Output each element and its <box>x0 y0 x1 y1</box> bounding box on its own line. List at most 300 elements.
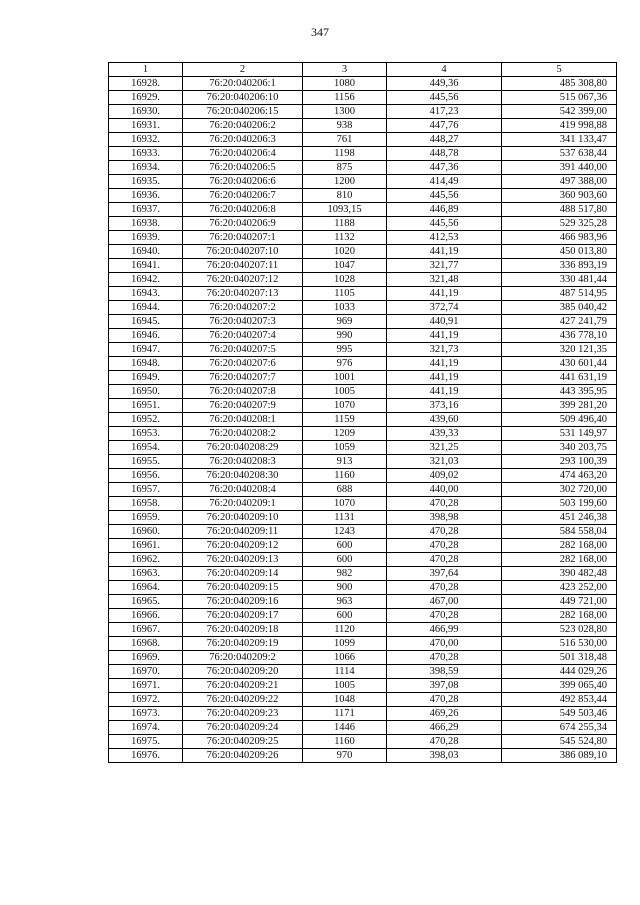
value-cell: 492 853,44 <box>502 693 617 707</box>
table-row <box>109 483 617 497</box>
value-cell: 391 440,00 <box>502 161 617 175</box>
area-cell: 1200 <box>303 175 387 189</box>
area-cell: 995 <box>303 343 387 357</box>
cadastral-number-cell: 76:20:040206:15 <box>183 105 303 119</box>
row-number-cell: 16946. <box>109 329 183 343</box>
value-cell: 531 149,97 <box>502 427 617 441</box>
cadastral-number-cell: 76:20:040209:12 <box>183 539 303 553</box>
value-cell: 449 721,00 <box>502 595 617 609</box>
table-row <box>109 105 617 119</box>
rate-cell: 441,19 <box>387 329 502 343</box>
row-number-cell: 16944. <box>109 301 183 315</box>
cadastral-number-cell: 76:20:040209:17 <box>183 609 303 623</box>
area-cell: 1028 <box>303 273 387 287</box>
cadastral-number-cell: 76:20:040207:9 <box>183 399 303 413</box>
table-row <box>109 735 617 749</box>
value-cell: 341 133,47 <box>502 133 617 147</box>
row-number-cell: 16950. <box>109 385 183 399</box>
rate-cell: 470,28 <box>387 497 502 511</box>
area-cell: 900 <box>303 581 387 595</box>
table-row <box>109 623 617 637</box>
cadastral-number-cell: 76:20:040207:12 <box>183 273 303 287</box>
area-cell: 1156 <box>303 91 387 105</box>
cadastral-number-cell: 76:20:040207:10 <box>183 245 303 259</box>
cadastral-number-cell: 76:20:040209:13 <box>183 553 303 567</box>
row-number-cell: 16942. <box>109 273 183 287</box>
rate-cell: 441,19 <box>387 371 502 385</box>
row-number-cell: 16954. <box>109 441 183 455</box>
cadastral-number-cell: 76:20:040207:4 <box>183 329 303 343</box>
cadastral-number-cell: 76:20:040209:18 <box>183 623 303 637</box>
value-cell: 302 720,00 <box>502 483 617 497</box>
row-number-cell: 16974. <box>109 721 183 735</box>
row-number-cell: 16976. <box>109 749 183 763</box>
rate-cell: 409,02 <box>387 469 502 483</box>
area-cell: 990 <box>303 329 387 343</box>
area-cell: 810 <box>303 189 387 203</box>
rate-cell: 321,77 <box>387 259 502 273</box>
cadastral-number-cell: 76:20:040208:2 <box>183 427 303 441</box>
area-cell: 1093,15 <box>303 203 387 217</box>
row-number-cell: 16963. <box>109 567 183 581</box>
rate-cell: 470,28 <box>387 539 502 553</box>
row-number-cell: 16949. <box>109 371 183 385</box>
row-number-cell: 16929. <box>109 91 183 105</box>
cadastral-number-cell: 76:20:040206:5 <box>183 161 303 175</box>
row-number-cell: 16935. <box>109 175 183 189</box>
value-cell: 497 388,00 <box>502 175 617 189</box>
rate-cell: 440,00 <box>387 483 502 497</box>
value-cell: 545 524,80 <box>502 735 617 749</box>
rate-cell: 321,25 <box>387 441 502 455</box>
value-cell: 451 246,38 <box>502 511 617 525</box>
cadastral-number-cell: 76:20:040207:3 <box>183 315 303 329</box>
value-cell: 293 100,39 <box>502 455 617 469</box>
cadastral-number-cell: 76:20:040207:1 <box>183 231 303 245</box>
table-row <box>109 371 617 385</box>
rate-cell: 470,28 <box>387 651 502 665</box>
column-header-2: 2 <box>183 63 303 77</box>
area-cell: 1171 <box>303 707 387 721</box>
area-cell: 1159 <box>303 413 387 427</box>
column-header-5: 5 <box>502 63 617 77</box>
row-number-cell: 16951. <box>109 399 183 413</box>
cadastral-number-cell: 76:20:040206:3 <box>183 133 303 147</box>
table-row <box>109 609 617 623</box>
column-header-1: 1 <box>109 63 183 77</box>
row-number-cell: 16957. <box>109 483 183 497</box>
row-number-cell: 16939. <box>109 231 183 245</box>
value-cell: 419 998,88 <box>502 119 617 133</box>
rate-cell: 470,28 <box>387 525 502 539</box>
value-cell: 320 121,35 <box>502 343 617 357</box>
cadastral-number-cell: 76:20:040208:3 <box>183 455 303 469</box>
value-cell: 399 281,20 <box>502 399 617 413</box>
value-cell: 509 496,40 <box>502 413 617 427</box>
value-cell: 399 065,40 <box>502 679 617 693</box>
area-cell: 1020 <box>303 245 387 259</box>
rate-cell: 321,73 <box>387 343 502 357</box>
table-row <box>109 273 617 287</box>
cadastral-number-cell: 76:20:040209:14 <box>183 567 303 581</box>
data-table <box>108 62 617 763</box>
area-cell: 1005 <box>303 385 387 399</box>
value-cell: 336 893,19 <box>502 259 617 273</box>
rate-cell: 470,28 <box>387 581 502 595</box>
table-row <box>109 147 617 161</box>
value-cell: 423 252,00 <box>502 581 617 595</box>
row-number-cell: 16964. <box>109 581 183 595</box>
table-row <box>109 231 617 245</box>
cadastral-number-cell: 76:20:040209:16 <box>183 595 303 609</box>
value-cell: 330 481,44 <box>502 273 617 287</box>
value-cell: 450 013,80 <box>502 245 617 259</box>
table-row <box>109 469 617 483</box>
cadastral-number-cell: 76:20:040207:2 <box>183 301 303 315</box>
table-row <box>109 455 617 469</box>
table-row <box>109 357 617 371</box>
area-cell: 1209 <box>303 427 387 441</box>
row-number-cell: 16943. <box>109 287 183 301</box>
area-cell: 1066 <box>303 651 387 665</box>
table-row <box>109 189 617 203</box>
row-number-cell: 16932. <box>109 133 183 147</box>
table-row <box>109 217 617 231</box>
row-number-cell: 16947. <box>109 343 183 357</box>
cadastral-number-cell: 76:20:040207:8 <box>183 385 303 399</box>
area-cell: 1114 <box>303 665 387 679</box>
area-cell: 1132 <box>303 231 387 245</box>
area-cell: 982 <box>303 567 387 581</box>
row-number-cell: 16960. <box>109 525 183 539</box>
table-row <box>109 385 617 399</box>
table-row <box>109 679 617 693</box>
value-cell: 537 638,44 <box>502 147 617 161</box>
cadastral-number-cell: 76:20:040209:21 <box>183 679 303 693</box>
row-number-cell: 16930. <box>109 105 183 119</box>
value-cell: 488 517,80 <box>502 203 617 217</box>
row-number-cell: 16953. <box>109 427 183 441</box>
value-cell: 542 399,00 <box>502 105 617 119</box>
rate-cell: 414,49 <box>387 175 502 189</box>
table-row <box>109 441 617 455</box>
row-number-cell: 16945. <box>109 315 183 329</box>
value-cell: 386 089,10 <box>502 749 617 763</box>
rate-cell: 441,19 <box>387 385 502 399</box>
area-cell: 1120 <box>303 623 387 637</box>
value-cell: 441 631,19 <box>502 371 617 385</box>
table-row <box>109 399 617 413</box>
row-number-cell: 16962. <box>109 553 183 567</box>
rate-cell: 445,56 <box>387 91 502 105</box>
area-cell: 913 <box>303 455 387 469</box>
rate-cell: 321,03 <box>387 455 502 469</box>
table-row <box>109 581 617 595</box>
value-cell: 282 168,00 <box>502 609 617 623</box>
cadastral-number-cell: 76:20:040207:13 <box>183 287 303 301</box>
value-cell: 436 778,10 <box>502 329 617 343</box>
cadastral-number-cell: 76:20:040207:11 <box>183 259 303 273</box>
value-cell: 516 530,00 <box>502 637 617 651</box>
area-cell: 1059 <box>303 441 387 455</box>
cadastral-number-cell: 76:20:040207:7 <box>183 371 303 385</box>
rate-cell: 398,03 <box>387 749 502 763</box>
cadastral-number-cell: 76:20:040206:7 <box>183 189 303 203</box>
row-number-cell: 16972. <box>109 693 183 707</box>
cadastral-number-cell: 76:20:040209:19 <box>183 637 303 651</box>
table-row <box>109 511 617 525</box>
area-cell: 938 <box>303 119 387 133</box>
table-row <box>109 749 617 763</box>
row-number-cell: 16968. <box>109 637 183 651</box>
row-number-cell: 16975. <box>109 735 183 749</box>
cadastral-number-cell: 76:20:040209:10 <box>183 511 303 525</box>
rate-cell: 439,60 <box>387 413 502 427</box>
rate-cell: 441,19 <box>387 245 502 259</box>
row-number-cell: 16934. <box>109 161 183 175</box>
value-cell: 487 514,95 <box>502 287 617 301</box>
cadastral-number-cell: 76:20:040209:22 <box>183 693 303 707</box>
row-number-cell: 16936. <box>109 189 183 203</box>
cadastral-number-cell: 76:20:040206:4 <box>183 147 303 161</box>
rate-cell: 441,19 <box>387 357 502 371</box>
rate-cell: 445,56 <box>387 217 502 231</box>
row-number-cell: 16970. <box>109 665 183 679</box>
row-number-cell: 16966. <box>109 609 183 623</box>
rate-cell: 470,28 <box>387 735 502 749</box>
area-cell: 1099 <box>303 637 387 651</box>
area-cell: 1001 <box>303 371 387 385</box>
page-number: 347 <box>311 25 329 39</box>
table-row <box>109 721 617 735</box>
value-cell: 466 983,96 <box>502 231 617 245</box>
table-row <box>109 665 617 679</box>
table-row <box>109 525 617 539</box>
cadastral-number-cell: 76:20:040206:2 <box>183 119 303 133</box>
rate-cell: 441,19 <box>387 287 502 301</box>
cadastral-number-cell: 76:20:040208:29 <box>183 441 303 455</box>
table-row <box>109 651 617 665</box>
value-cell: 430 601,44 <box>502 357 617 371</box>
cadastral-number-cell: 76:20:040208:30 <box>183 469 303 483</box>
area-cell: 1160 <box>303 735 387 749</box>
row-number-cell: 16952. <box>109 413 183 427</box>
rate-cell: 470,28 <box>387 609 502 623</box>
table-row <box>109 693 617 707</box>
table-row <box>109 567 617 581</box>
area-cell: 976 <box>303 357 387 371</box>
rate-cell: 445,56 <box>387 189 502 203</box>
area-cell: 1047 <box>303 259 387 273</box>
row-number-cell: 16956. <box>109 469 183 483</box>
area-cell: 600 <box>303 539 387 553</box>
area-cell: 875 <box>303 161 387 175</box>
area-cell: 1105 <box>303 287 387 301</box>
rate-cell: 373,16 <box>387 399 502 413</box>
table-body <box>109 77 617 763</box>
cadastral-number-cell: 76:20:040208:4 <box>183 483 303 497</box>
cadastral-number-cell: 76:20:040209:1 <box>183 497 303 511</box>
rate-cell: 448,27 <box>387 133 502 147</box>
value-cell: 503 199,60 <box>502 497 617 511</box>
value-cell: 515 067,36 <box>502 91 617 105</box>
row-number-cell: 16969. <box>109 651 183 665</box>
table-row <box>109 77 617 91</box>
rate-cell: 398,59 <box>387 665 502 679</box>
row-number-cell: 16938. <box>109 217 183 231</box>
rate-cell: 467,00 <box>387 595 502 609</box>
table-row <box>109 553 617 567</box>
cadastral-number-cell: 76:20:040206:6 <box>183 175 303 189</box>
rate-cell: 397,08 <box>387 679 502 693</box>
area-cell: 1300 <box>303 105 387 119</box>
cadastral-number-cell: 76:20:040206:8 <box>183 203 303 217</box>
row-number-cell: 16967. <box>109 623 183 637</box>
value-cell: 282 168,00 <box>502 539 617 553</box>
table-row <box>109 343 617 357</box>
row-number-cell: 16931. <box>109 119 183 133</box>
row-number-cell: 16940. <box>109 245 183 259</box>
area-cell: 1070 <box>303 497 387 511</box>
area-cell: 1446 <box>303 721 387 735</box>
cadastral-number-cell: 76:20:040209:11 <box>183 525 303 539</box>
area-cell: 600 <box>303 553 387 567</box>
rate-cell: 398,98 <box>387 511 502 525</box>
rate-cell: 439,33 <box>387 427 502 441</box>
cadastral-number-cell: 76:20:040209:25 <box>183 735 303 749</box>
area-cell: 970 <box>303 749 387 763</box>
table-row <box>109 119 617 133</box>
rate-cell: 448,78 <box>387 147 502 161</box>
column-header-4: 4 <box>387 63 502 77</box>
table-row <box>109 595 617 609</box>
table-row <box>109 91 617 105</box>
rate-cell: 321,48 <box>387 273 502 287</box>
rate-cell: 446,89 <box>387 203 502 217</box>
area-cell: 963 <box>303 595 387 609</box>
rate-cell: 470,28 <box>387 553 502 567</box>
table-row <box>109 245 617 259</box>
value-cell: 584 558,04 <box>502 525 617 539</box>
cadastral-number-cell: 76:20:040209:15 <box>183 581 303 595</box>
row-number-cell: 16965. <box>109 595 183 609</box>
area-cell: 688 <box>303 483 387 497</box>
rate-cell: 372,74 <box>387 301 502 315</box>
row-number-cell: 16973. <box>109 707 183 721</box>
value-cell: 360 903,60 <box>502 189 617 203</box>
area-cell: 761 <box>303 133 387 147</box>
row-number-cell: 16955. <box>109 455 183 469</box>
row-number-cell: 16961. <box>109 539 183 553</box>
table-row <box>109 539 617 553</box>
row-number-cell: 16928. <box>109 77 183 91</box>
area-cell: 1131 <box>303 511 387 525</box>
row-number-cell: 16937. <box>109 203 183 217</box>
rate-cell: 447,36 <box>387 161 502 175</box>
area-cell: 1005 <box>303 679 387 693</box>
area-cell: 1048 <box>303 693 387 707</box>
rate-cell: 470,00 <box>387 637 502 651</box>
row-number-cell: 16958. <box>109 497 183 511</box>
rate-cell: 466,29 <box>387 721 502 735</box>
cadastral-number-cell: 76:20:040209:26 <box>183 749 303 763</box>
column-header-3: 3 <box>303 63 387 77</box>
value-cell: 390 482,48 <box>502 567 617 581</box>
table-row <box>109 287 617 301</box>
rate-cell: 449,36 <box>387 77 502 91</box>
value-cell: 427 241,79 <box>502 315 617 329</box>
cadastral-number-cell: 76:20:040209:24 <box>183 721 303 735</box>
table-row <box>109 707 617 721</box>
row-number-cell: 16933. <box>109 147 183 161</box>
rate-cell: 447,76 <box>387 119 502 133</box>
table-row <box>109 413 617 427</box>
area-cell: 600 <box>303 609 387 623</box>
table-header-row <box>109 63 617 77</box>
cadastral-number-cell: 76:20:040209:2 <box>183 651 303 665</box>
rate-cell: 412,53 <box>387 231 502 245</box>
value-cell: 474 463,20 <box>502 469 617 483</box>
rate-cell: 440,91 <box>387 315 502 329</box>
value-cell: 282 168,00 <box>502 553 617 567</box>
rate-cell: 469,26 <box>387 707 502 721</box>
value-cell: 529 325,28 <box>502 217 617 231</box>
area-cell: 1188 <box>303 217 387 231</box>
table-row <box>109 637 617 651</box>
value-cell: 443 395,95 <box>502 385 617 399</box>
value-cell: 444 029,26 <box>502 665 617 679</box>
value-cell: 340 203,75 <box>502 441 617 455</box>
rate-cell: 466,99 <box>387 623 502 637</box>
value-cell: 523 028,80 <box>502 623 617 637</box>
area-cell: 1198 <box>303 147 387 161</box>
table-row <box>109 259 617 273</box>
rate-cell: 470,28 <box>387 693 502 707</box>
cadastral-number-cell: 76:20:040208:1 <box>183 413 303 427</box>
area-cell: 1243 <box>303 525 387 539</box>
area-cell: 1080 <box>303 77 387 91</box>
cadastral-number-cell: 76:20:040207:5 <box>183 343 303 357</box>
table-row <box>109 133 617 147</box>
row-number-cell: 16941. <box>109 259 183 273</box>
area-cell: 969 <box>303 315 387 329</box>
rate-cell: 417,23 <box>387 105 502 119</box>
value-cell: 385 040,42 <box>502 301 617 315</box>
row-number-cell: 16959. <box>109 511 183 525</box>
cadastral-number-cell: 76:20:040206:10 <box>183 91 303 105</box>
rate-cell: 397,64 <box>387 567 502 581</box>
cadastral-number-cell: 76:20:040206:1 <box>183 77 303 91</box>
table-row <box>109 203 617 217</box>
table-row <box>109 315 617 329</box>
table-row <box>109 329 617 343</box>
cadastral-number-cell: 76:20:040209:23 <box>183 707 303 721</box>
area-cell: 1160 <box>303 469 387 483</box>
cadastral-number-cell: 76:20:040209:20 <box>183 665 303 679</box>
value-cell: 549 503,46 <box>502 707 617 721</box>
value-cell: 485 308,80 <box>502 77 617 91</box>
row-number-cell: 16948. <box>109 357 183 371</box>
value-cell: 501 318,48 <box>502 651 617 665</box>
table-row <box>109 427 617 441</box>
table-row <box>109 175 617 189</box>
cadastral-number-cell: 76:20:040207:6 <box>183 357 303 371</box>
value-cell: 674 255,34 <box>502 721 617 735</box>
cadastral-number-cell: 76:20:040206:9 <box>183 217 303 231</box>
table-row <box>109 161 617 175</box>
table-row <box>109 497 617 511</box>
row-number-cell: 16971. <box>109 679 183 693</box>
